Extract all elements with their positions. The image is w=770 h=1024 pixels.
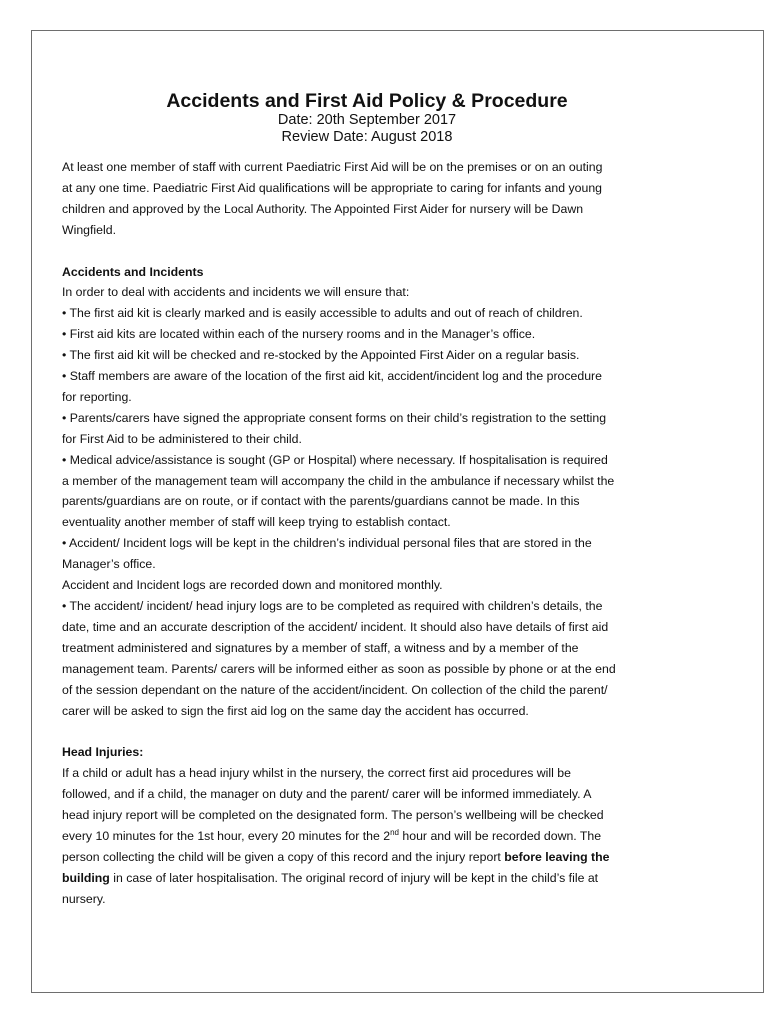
text-line: Manager’s office.	[62, 557, 156, 572]
head-injuries-section	[62, 763, 672, 909]
text-fragment: in case of later hospitalisation. The original record of injury will be kept in the child’s file at	[109, 870, 599, 885]
section-heading-accidents: Accidents and Incidents	[62, 264, 204, 279]
text-line: head injury report will be completed on the designated form. The person’s wellbeing will be checked	[62, 808, 604, 823]
accidents-section	[62, 282, 672, 721]
emphasis-text: building	[62, 870, 110, 885]
text-line	[62, 847, 672, 868]
text-fragment: hour and will be recorded down. The	[399, 828, 602, 843]
text-line: date, time and an accurate description of the accident/ incident. It should also have details of first aid	[62, 619, 609, 634]
text-line	[62, 868, 672, 889]
emphasis-text: before leaving the	[504, 849, 610, 864]
text-line: eventuality another member of staff will keep trying to establish contact.	[62, 515, 451, 530]
text-line	[62, 826, 672, 847]
text-fragment: every 10 minutes for the 1st hour, every 20 minutes for the 2	[62, 828, 391, 843]
list-item: • Medical advice/assistance is sought (GP or Hospital) where necessary. If hospitalisation is required	[62, 452, 608, 467]
list-item: • Parents/carers have signed the appropriate consent forms on their child’s registration to the setting	[62, 410, 607, 425]
document-date: Date: 20th September 2017	[277, 112, 457, 128]
list-item: • Staff members are aware of the location of the first aid kit, accident/incident log and the procedure	[62, 369, 602, 384]
text-line: followed, and if a child, the manager on duty and the parent/ carer will be informed immediately. A	[62, 787, 592, 802]
text-line: for First Aid to be administered to their child.	[62, 431, 302, 446]
text-line: If a child or adult has a head injury whilst in the nursery, the correct first aid procedures will be	[62, 766, 571, 781]
text-line: At least one member of staff with current Paediatric First Aid will be on the premises or on an outing	[62, 160, 603, 174]
list-item: • First aid kits are located within each of the nursery rooms and in the Manager’s office.	[62, 327, 536, 342]
list-item: • The accident/ incident/ head injury logs are to be completed as required with children’s details, the	[62, 599, 603, 614]
text-line: parents/guardians are on route, or if contact with the parents/guardians cannot be made. In this	[62, 494, 580, 509]
text-line: at any one time. Paediatric First Aid qualifications will be appropriate to caring for infants and young	[62, 180, 602, 195]
text-line: children and approved by the Local Authority. The Appointed First Aider for nursery will be Dawn	[62, 201, 584, 216]
text-line: of the session dependant on the nature of the accident/incident. On collection of the child the parent/	[62, 682, 608, 697]
document-title: Accidents and First Aid Policy & Procedure	[166, 90, 568, 112]
text-line: treatment administered and signatures by a member of staff, a witness and by a member of the	[62, 640, 579, 655]
list-item: • The first aid kit will be checked and re-stocked by the Appointed First Aider on a regular basis.	[62, 348, 580, 363]
ordinal-superscript: nd	[390, 827, 399, 837]
text-line: Accident and Incident logs are recorded down and monitored monthly.	[62, 578, 443, 593]
text-line: Wingfield.	[62, 222, 116, 237]
section-heading-head-injuries: Head Injuries:	[62, 745, 144, 760]
text-line: for reporting.	[62, 389, 132, 404]
document-body	[62, 40, 672, 910]
text-line: nursery.	[62, 891, 106, 906]
text-line: management team. Parents/ carers will be informed either as soon as possible by phone or at the end	[62, 661, 616, 676]
document-review-date: Review Date: August 2018	[281, 129, 453, 145]
text-line: a member of the management team will accompany the child in the ambulance if necessary whilst the	[62, 473, 615, 488]
text-line: In order to deal with accidents and incidents we will ensure that:	[62, 285, 410, 300]
intro-paragraph	[62, 157, 672, 241]
list-item: • The first aid kit is clearly marked and is easily accessible to adults and out of reach of children.	[62, 306, 583, 321]
text-fragment: person collecting the child will be given a copy of this record and the injury report	[62, 849, 505, 864]
text-line: carer will be asked to sign the first aid log on the same day the accident has occurred.	[62, 703, 529, 718]
list-item: • Accident/ Incident logs will be kept in the children’s individual personal files that are stored in the	[62, 536, 592, 551]
